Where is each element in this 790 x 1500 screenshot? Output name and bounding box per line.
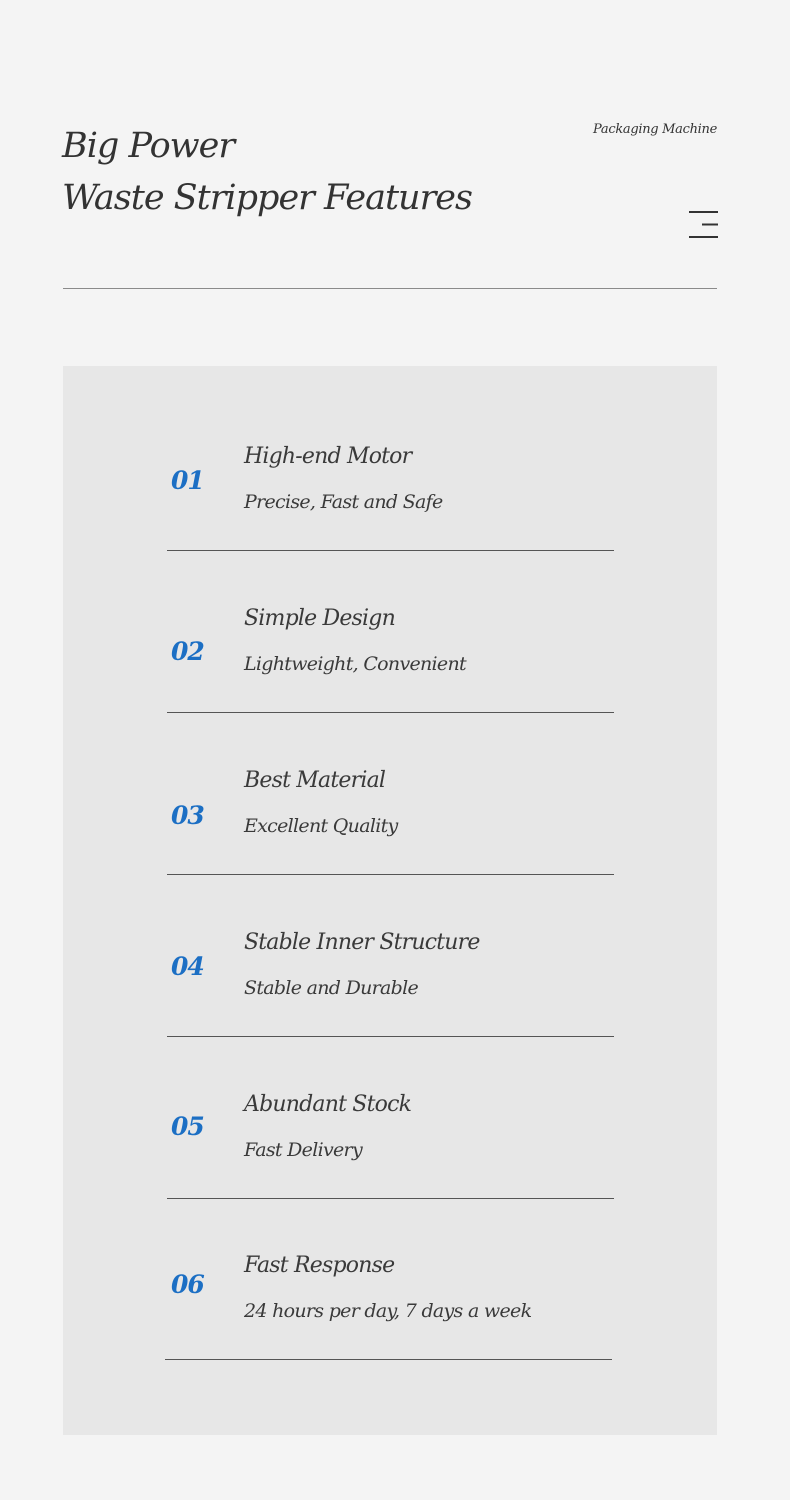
- feature-number: 04: [171, 952, 204, 981]
- feature-item: [167, 528, 614, 690]
- feature-number: 06: [171, 1270, 204, 1299]
- feature-title: Simple Design: [244, 606, 395, 631]
- menu-icon[interactable]: [689, 211, 718, 238]
- feature-number: 03: [171, 801, 204, 830]
- feature-item: [167, 690, 614, 852]
- features-panel: [63, 366, 717, 1435]
- feature-title: Best Material: [244, 768, 386, 793]
- feature-item: [167, 1175, 614, 1337]
- feature-subtitle: Lightweight, Convenient: [244, 653, 466, 675]
- category-label[interactable]: Packaging Machine: [593, 122, 717, 137]
- feature-item: [167, 366, 614, 528]
- feature-subtitle: Stable and Durable: [244, 977, 419, 999]
- feature-title: Fast Response: [244, 1253, 395, 1278]
- page-title: [62, 120, 472, 224]
- header-divider: [63, 288, 717, 289]
- feature-item: [167, 852, 614, 1014]
- page-title-line-2: Waste Stripper Features: [62, 178, 472, 218]
- feature-item: [167, 1014, 614, 1176]
- feature-title: High-end Motor: [244, 444, 412, 469]
- feature-subtitle: 24 hours per day, 7 days a week: [244, 1300, 532, 1322]
- feature-number: 01: [171, 466, 204, 495]
- feature-subtitle: Fast Delivery: [244, 1139, 362, 1161]
- feature-divider: [165, 1359, 612, 1360]
- feature-number: 05: [171, 1112, 204, 1141]
- feature-number: 02: [171, 637, 204, 666]
- feature-title: Abundant Stock: [244, 1092, 412, 1117]
- feature-subtitle: Precise, Fast and Safe: [244, 491, 443, 513]
- feature-title: Stable Inner Structure: [244, 930, 480, 955]
- feature-subtitle: Excellent Quality: [244, 815, 398, 837]
- page-title-line-1: Big Power: [62, 126, 235, 166]
